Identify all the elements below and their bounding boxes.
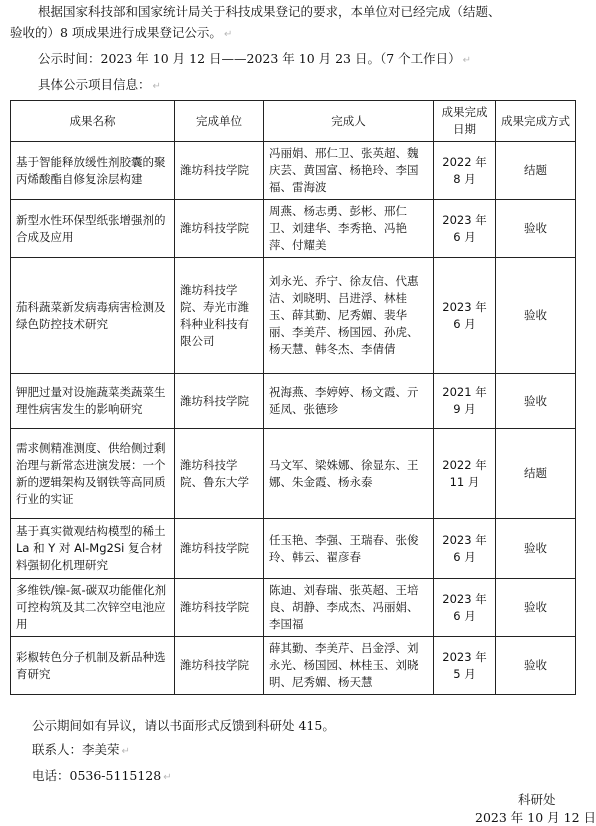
result-name-cell: 新型水性环保型纸张增强剂的合成及应用 [11,200,175,258]
method-cell: 验收 [496,374,576,429]
people-cell: 祝海燕、李婷婷、杨文霞、亓延凤、张德珍 [264,374,434,429]
date-cell: 2023 年 6 月 [434,519,496,579]
table-row [11,374,576,429]
paragraph-mark: ↵ [152,81,161,92]
unit-cell: 潍坊科技学院 [175,200,264,258]
table-row [11,637,576,695]
people-cell: 马文军、梁姝娜、徐显东、王娜、朱金霞、杨永泰 [264,429,434,519]
contact-person: 联系人：李美荣 ↵ [32,742,130,757]
issuing-department: 科研处 [518,792,556,807]
column-header: 完成人 [264,101,434,142]
date-cell: 2022 年 8 月 [434,142,496,200]
date-cell: 2023 年 6 月 [434,200,496,258]
paragraph-mark: ↵ [163,772,172,783]
unit-cell: 潍坊科技学院 [175,519,264,579]
result-name-cell: 基于智能释放缓性剂胶囊的聚丙烯酸酯自修复涂层构建 [11,142,175,200]
paragraph-mark: ↵ [121,746,130,757]
contact-phone: 电话：0536-5115128 ↵ [32,768,172,783]
method-cell: 验收 [496,637,576,695]
result-name-cell: 钾肥过量对设施蔬菜类蔬菜生理性病害发生的影响研究 [11,374,175,429]
method-cell: 结题 [496,429,576,519]
table-row [11,579,576,637]
paragraph-mark: ↵ [223,29,233,40]
result-name-cell: 多维铁/镍-氮-碳双功能催化剂可控构筑及其二次锌空电池应用 [11,579,175,637]
date-cell: 2023 年 5 月 [434,637,496,695]
people-cell: 薛其勤、李美芹、吕金浮、刘永光、杨国园、林桂玉、刘晓明、尼秀媚、杨天慧 [264,637,434,695]
table-header-row [11,101,576,142]
publicity-period: 公示时间：2023 年 10 月 12 日——2023 年 10 月 23 日。（7 个工作日） ↵ [38,51,472,66]
result-name-cell: 需求侧精准测度、供给侧过剩治理与新常态进演发展：一个新的逻辑架构及钢铁等高同质行业的实证 [11,429,175,519]
result-name-cell: 彩椒转色分子机制及新品种选育研究 [11,637,175,695]
method-cell: 验收 [496,579,576,637]
method-cell: 验收 [496,519,576,579]
people-cell: 任玉艳、李强、王瑞春、张俊玲、韩云、翟彦春 [264,519,434,579]
intro-line-1: 根据国家科技部和国家统计局关于科技成果登记的要求，本单位对已经完成（结题、 [38,4,501,19]
info-heading: 具体公示项目信息： ↵ [38,77,161,92]
table-row [11,142,576,200]
table-row [11,200,576,258]
people-cell: 陈迪、刘春瑞、张英超、王培良、胡静、李成杰、冯丽娟、李国福 [264,579,434,637]
paragraph-mark: ↵ [462,55,472,66]
objection-note: 公示期间如有异议，请以书面形式反馈到科研处 415。 [32,718,335,733]
column-header: 成果完成方式 [496,101,576,142]
method-cell: 结题 [496,142,576,200]
table-row [11,519,576,579]
date-cell: 2022 年 11 月 [434,429,496,519]
issue-date: 2023 年 10 月 12 日 [475,810,596,825]
table-row [11,258,576,374]
result-name-cell: 基于真实微观结构模型的稀土 La 和 Y 对 Al-Mg2Si 复合材料强韧化机理研究 [11,519,175,579]
result-name-cell: 茄科蔬菜新发病毒病害检测及绿色防控技术研究 [11,258,175,374]
unit-cell: 潍坊科技学院 [175,374,264,429]
table-row [11,429,576,519]
date-cell: 2021 年 9 月 [434,374,496,429]
column-header: 成果完成日期 [434,101,496,142]
people-cell: 冯丽娟、邢仁卫、张英超、魏庆芸、黄国富、杨艳玲、李国福、雷海波 [264,142,434,200]
people-cell: 刘永光、乔宁、徐友信、代惠洁、刘晓明、吕进浮、林桂玉、薛其勤、尼秀媚、裴华丽、李美芹、杨国园、孙虎、杨天慧、韩冬杰、李倩倩 [264,258,434,374]
results-table [10,100,576,695]
column-header: 成果名称 [11,101,175,142]
people-cell: 周燕、杨志勇、彭彬、邢仁卫、刘建华、李秀艳、冯艳萍、付耀美 [264,200,434,258]
method-cell: 验收 [496,200,576,258]
unit-cell: 潍坊科技学院、鲁东大学 [175,429,264,519]
intro-line-2: 验收的）8 项成果进行成果登记公示。 ↵ [10,25,233,40]
unit-cell: 潍坊科技学院 [175,579,264,637]
unit-cell: 潍坊科技学院、寿光市潍科种业科技有限公司 [175,258,264,374]
method-cell: 验收 [496,258,576,374]
column-header: 完成单位 [175,101,264,142]
unit-cell: 潍坊科技学院 [175,142,264,200]
unit-cell: 潍坊科技学院 [175,637,264,695]
date-cell: 2023 年 6 月 [434,579,496,637]
date-cell: 2023 年 6 月 [434,258,496,374]
